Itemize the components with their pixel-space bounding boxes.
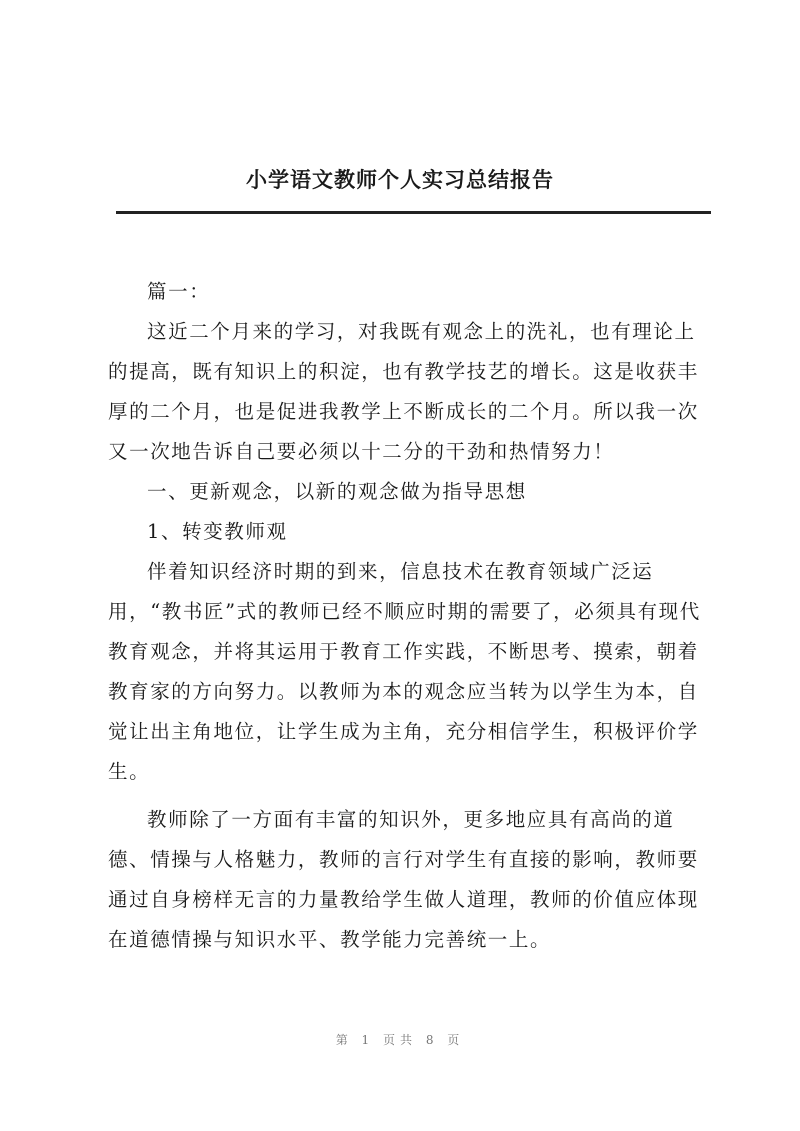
subsection-heading-teacher-view: 1、转变教师观 [147,520,288,543]
body-paragraph: 这近二个月来的学习，对我既有观念上的洗礼，也有理论上的提高，既有知识上的积淀，也有教学技艺的增长。这是收获丰厚的二个月，也是促进我教学上不断成长的二个月。所以我一次又一次地告诉自己要必须以十二分的干劲和热情努力！ [108,320,699,463]
section-heading-part-one: 篇一： [147,280,211,303]
section-heading-update-concepts: 一、更新观念，以新的观念做为指导思想 [147,480,527,503]
document-body [108,272,712,960]
page-number-footer: 第 1 页共 8 页 [335,1033,465,1047]
body-paragraph: 教师除了一方面有丰富的知识外，更多地应具有高尚的道德、情操与人格魅力，教师的言行对学生有直接的影响，教师要通过自身榜样无言的力量教给学生做人道理，教师的价值应体现在道德情操与知识水平、教学能力完善统一上。 [108,808,699,951]
title-underline [116,211,711,214]
document-title: 小学语文教师个人实习总结报告 [246,168,554,192]
body-paragraph: 伴着知识经济时期的到来，信息技术在教育领域广泛运用，“教书匠”式的教师已经不顺应时期的需要了，必须具有现代教育观念，并将其运用于教育工作实践，不断思考、摸索，朝着教育家的方向努力。以教师为本的观念应当转为以学生为本，自觉让出主角地位，让学生成为主角，充分相信学生，积极评价学生。 [108,560,701,783]
